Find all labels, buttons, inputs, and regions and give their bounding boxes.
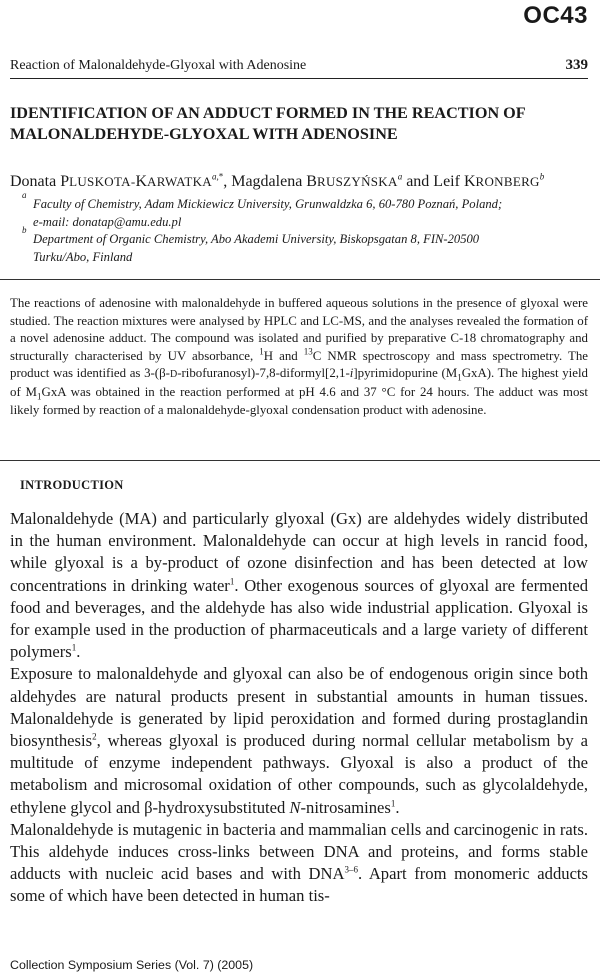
abstract-bottom-divider bbox=[0, 460, 600, 461]
paragraph: Malonaldehyde is mutagenic in bacteria and mammalian cells and carcinogenic in rats. This aldehyde induces cross-links between DNA and proteins, and forms stable adducts with nucleic acid bases and with DNA$^{3-6}$. Apart from monomeric adducts some of which have been detected in human tis- bbox=[10, 819, 588, 906]
body-text bbox=[10, 508, 588, 908]
footer: Collection Symposium Series (Vol. 7) (2005) bbox=[10, 958, 254, 972]
affiliation-b: b Department of Organic Chemistry, Abo Akademi University, Biskopsgatan 8, FIN-20500 Turku/Abo, Finland bbox=[22, 230, 588, 266]
paragraph: Exposure to malonaldehyde and glyoxal can also be of endogenous origin since both aldehydes are natural products present in substantial amounts in human tissues. Malonaldehyde is generated by lipid peroxidation and formed during prostaglandin biosynthesis$^2$, whereas glyoxal is produced during normal cellular metabolism by a multitude of enzyme independent pathways. Glyoxal is also a product of the metabolism and microsomal oxidation of other compounds, such as glycolaldehyde, ethylene glycol and β-hydroxysubstituted N-nitrosamines$^1$. bbox=[10, 664, 588, 817]
abstract: The reactions of adenosine with malonaldehyde in buffered aqueous solutions in the presence of glyoxal were studied. The reaction mixtures were analysed by HPLC and LC-MS, and the analyses revealed the formation of a novel adenosine adduct. The compound was isolated and purified by preparative C-18 chromatography and structurally characterised by UV absorbance, $^1$H and $^{13}$C NMR spectroscopy and mass spectrometry. The product was identified as 3-(β-D-ribofuranosyl)-7,8-diformyl[2,1-i]pyrimidopurine $(M_1GxA)$. The highest yield of $M_1GxA$ was obtained in the reaction performed at pH 4.6 and 37 °C for 24 hours. The adduct was most likely formed by reaction of a malonaldehyde-glyoxal condensation product with adenosine. bbox=[10, 296, 588, 417]
running-header bbox=[10, 57, 588, 79]
affiliation-line: Department of Organic Chemistry, Abo Akademi University, Biskopsgatan 8, FIN-20500 bbox=[33, 232, 480, 246]
abstract-top-divider bbox=[0, 279, 600, 280]
author: Magdalena BRUSZYŃSKA$^a$ bbox=[231, 171, 403, 190]
citation: 1 bbox=[390, 798, 396, 809]
citation: 3–6 bbox=[344, 864, 358, 875]
author: Leif KRONBERG$^b$ bbox=[433, 171, 545, 190]
author: Donata PLUSKOTA-$KARWATKA^{a,*}$ bbox=[10, 171, 224, 190]
section-heading: INTRODUCTION bbox=[20, 478, 124, 492]
affiliation-line: Faculty of Chemistry, Adam Mickiewicz University, Grunwaldzka 6, 60-780 Poznań, Poland; bbox=[33, 197, 503, 211]
title-line: IDENTIFICATION OF AN ADDUCT FORMED IN THE REACTION OF bbox=[10, 104, 526, 122]
author-list: Donata PLUSKOTA-$KARWATKA^{a,*}$, Magdalena BRUSZYŃSKA$^a$ and Leif KRONBERG$^b$ bbox=[10, 171, 545, 190]
title-line: MALONALDEHYDE-GLYOXAL WITH ADENOSINE bbox=[10, 125, 398, 143]
page-number: 339 bbox=[565, 57, 588, 73]
citation: 1 bbox=[229, 576, 235, 587]
paragraph: Malonaldehyde (MA) and particularly glyoxal (Gx) are aldehydes widely distributed in the human environment. Malonaldehyde can occur at high levels in rancid food, while glyoxal is a by-product of ozone disinfection and has been detected at low concentrations in drinking water$^1$. Other exogenous sources of glyoxal are fermented food and beverages, and the aldehyde has also wide industrial application. Glyoxal is for example used in the production of pharmaceuticals and a large variety of different polymers$^1$. bbox=[10, 509, 588, 662]
affiliation-email: e-mail: donatap@amu.edu.pl bbox=[33, 215, 182, 229]
affiliation-line: Turku/Abo, Finland bbox=[33, 250, 133, 264]
affiliation-a: a Faculty of Chemistry, Adam Mickiewicz University, Grunwaldzka 6, 60-780 Poznań, Poland; e-mail: donatap@amu.edu.pl bbox=[22, 195, 588, 231]
paper-title bbox=[10, 103, 588, 145]
paper-code: OC43 bbox=[523, 2, 588, 29]
citation: 1 bbox=[71, 642, 77, 653]
citation: 2 bbox=[92, 731, 97, 742]
running-header-title: Reaction of Malonaldehyde-Glyoxal with Adenosine bbox=[10, 58, 307, 73]
